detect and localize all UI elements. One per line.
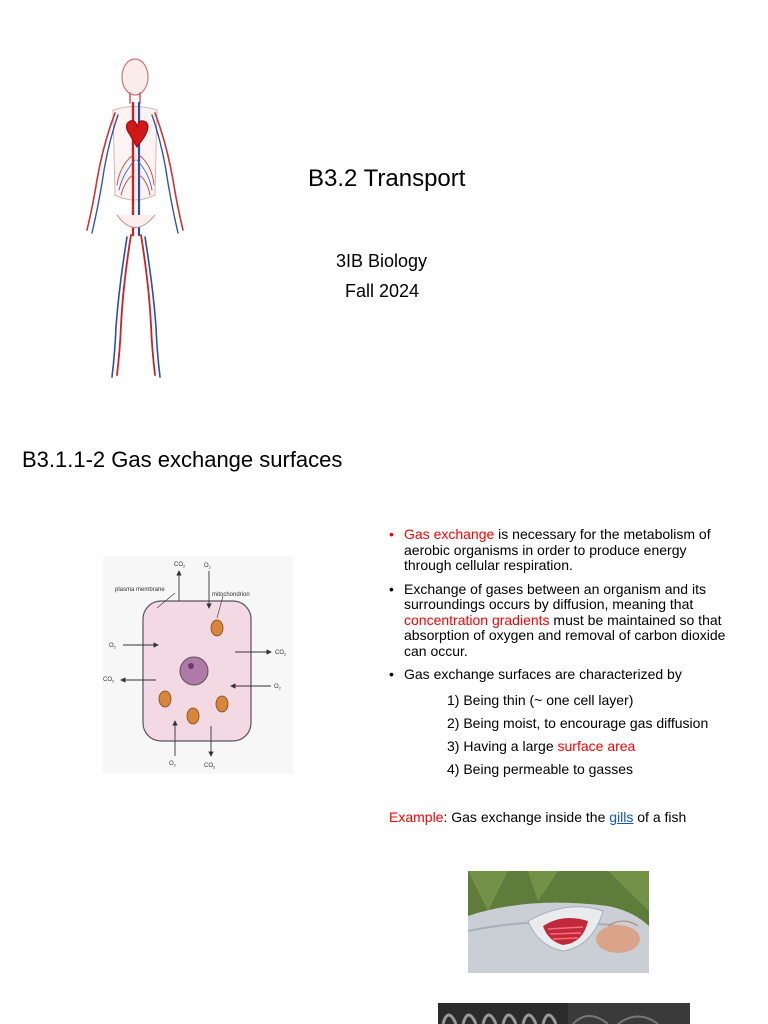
o2-label-right: $O_2$ [274,684,281,691]
bullet-dot: • [389,526,394,542]
example-text: : Gas exchange inside the [443,809,610,825]
highlight-surface-area: surface area [557,738,636,754]
example-text-end: of a fish [633,809,687,825]
sub-item-4: 4) Being permeable to gasses [447,761,633,777]
bullet-list [389,527,729,691]
co2-label-right: $CO_2$ [275,650,287,657]
section-title: B3.1.1-2 Gas exchange surfaces [22,447,343,472]
sub-item-3 [447,738,635,754]
mitochondrion-label: mitochondrion [212,592,250,598]
bullet-text: must be maintained so that absorption of oxygen and removal of carbon dioxide can occur. [404,611,726,659]
bullet-dot: • [389,666,394,682]
bullet-item [389,582,729,660]
highlight-concentration-gradients: concentration gradients [404,611,550,628]
co2-label-left: $CO_2$ [103,677,115,684]
plasma-membrane-label: plasma membrane [115,587,165,593]
circulatory-system-image [75,55,195,385]
course-term: Fall 2024 [345,281,420,301]
example-label: Example [389,809,444,825]
o2-label-left: $O_2$ [109,643,116,650]
fish-gills-photo [468,871,649,973]
cell-gas-exchange-diagram [103,556,293,774]
bullet-text: is necessary for the metabolism of aerobic organisms in order to produce energy through cellular respiration. [404,526,711,573]
highlight-gas-exchange: Gas exchange [404,526,495,542]
bullet-item [389,667,729,683]
co2-label-top: $CO_2$ [174,562,186,569]
o2-label-bottom: $O_2$ [169,761,176,768]
sub-item-2: 2) Being moist, to encourage gas diffusion [447,715,709,731]
bullet-dot: • [389,580,394,597]
fish-gill-closeup-photo [438,1003,690,1024]
bullet-text: Gas exchange surfaces are characterized by [404,666,682,682]
sub-item-text: 3) Having a large [447,738,558,754]
co2-label-bottom: $CO_2$ [204,763,216,770]
slide-title: B3.2 Transport [308,165,466,192]
gills-link[interactable]: gills [609,809,634,825]
sub-item-1: 1) Being thin (~ one cell layer) [447,692,634,708]
bullet-text: Exchange of gases between an organism and its surroundings occurs by diffusion, meaning that [404,580,706,612]
o2-label-top: $O_2$ [204,563,211,570]
course-name: 3IB Biology [336,251,428,271]
example-line [389,809,686,825]
bullet-item [389,527,729,574]
